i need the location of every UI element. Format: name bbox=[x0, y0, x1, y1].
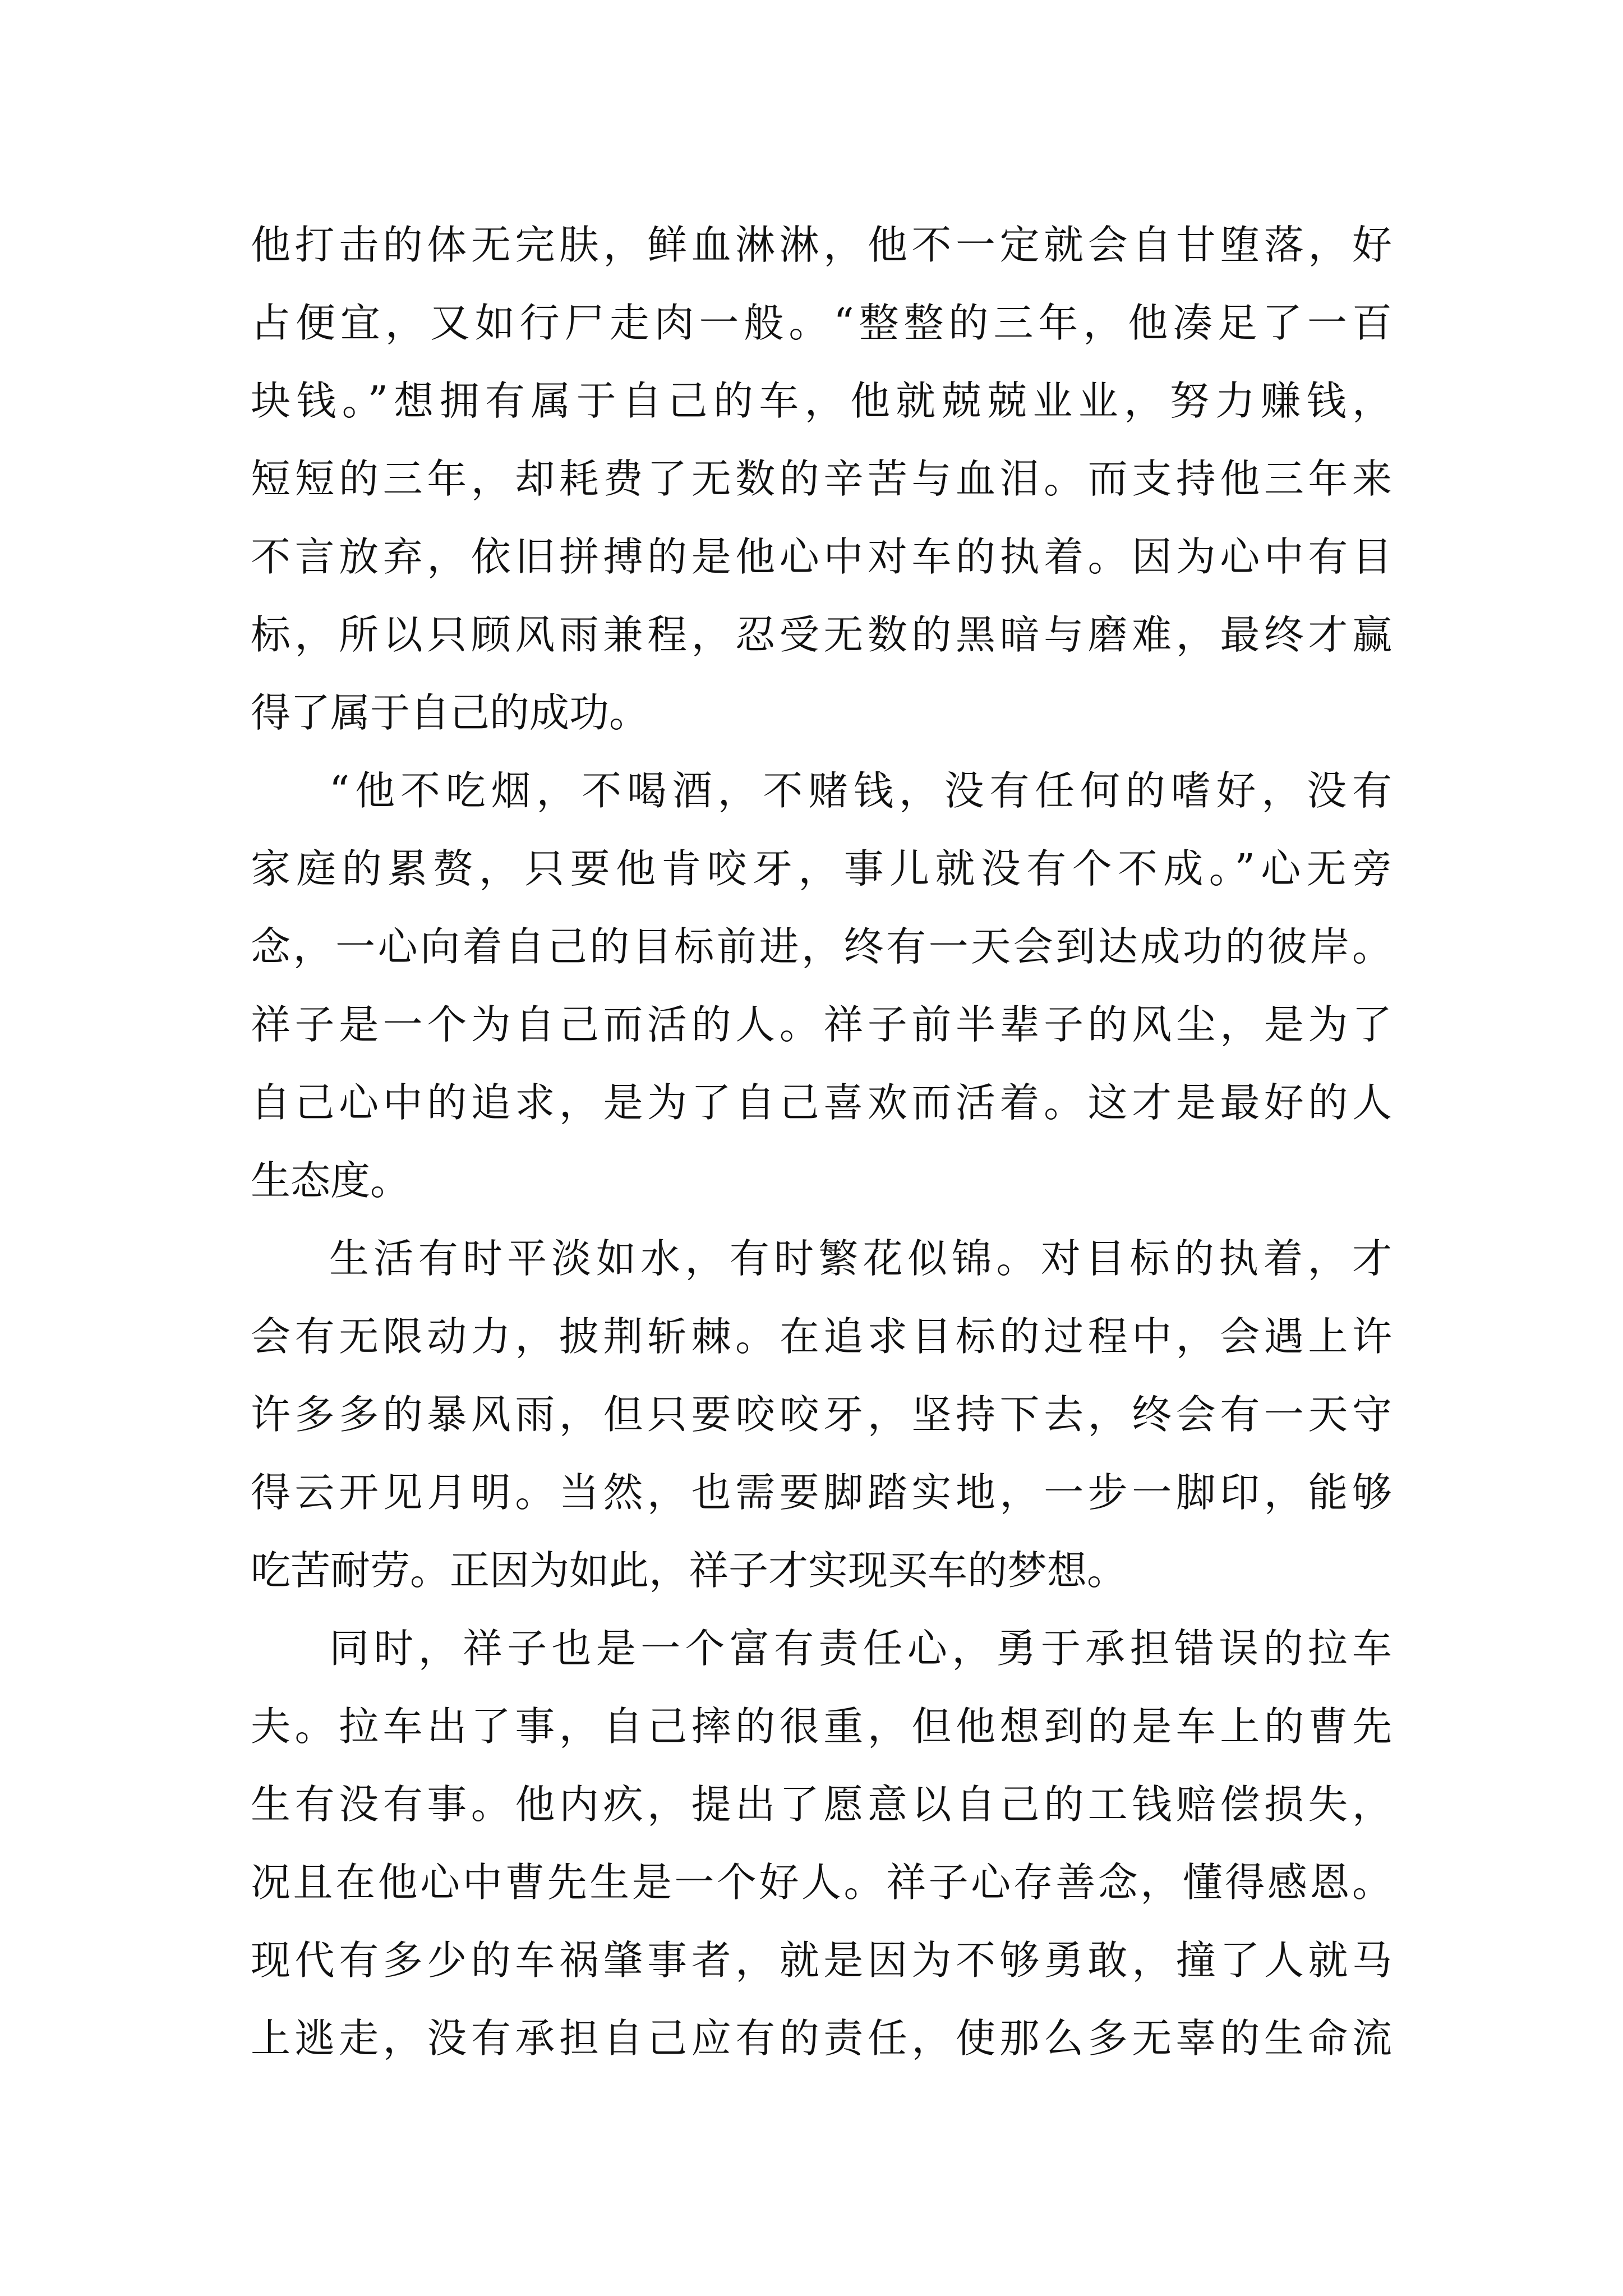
paragraph-line: 上逃走，没有承担自己应有的责任，使那么多无辜的生命流 bbox=[251, 2015, 1392, 2062]
paragraph-line: 自己心中的追求，是为了自己喜欢而活着。这才是最好的人 bbox=[251, 1079, 1392, 1126]
paragraph-line: 块钱。”想拥有属于自己的车，他就兢兢业业，努力赚钱， bbox=[251, 378, 1392, 424]
paragraph-line: 得云开见月明。当然，也需要脚踏实地，一步一脚印，能够 bbox=[251, 1469, 1392, 1516]
paragraph-line: 标，所以只顾风雨兼程，忍受无数的黑暗与磨难，最终才赢 bbox=[251, 611, 1392, 658]
paragraph-line: 况且在他心中曹先生是一个好人。祥子心存善念，懂得感恩。 bbox=[251, 1859, 1392, 1906]
paragraph-line: 同时，祥子也是一个富有责任心，勇于承担错误的拉车 bbox=[329, 1625, 1392, 1672]
paragraph-line: 家庭的累赘，只要他肯咬牙，事儿就没有个不成。”心无旁 bbox=[251, 845, 1392, 892]
paragraph-line: 祥子是一个为自己而活的人。祥子前半辈子的风尘，是为了 bbox=[251, 1001, 1392, 1048]
paragraph-line: 现代有多少的车祸肇事者，就是因为不够勇敢，撞了人就马 bbox=[251, 1937, 1392, 1984]
paragraph-line: 占便宜，又如行尸走肉一般。“整整的三年，他凑足了一百 bbox=[251, 300, 1392, 346]
paragraph-line: 吃苦耐劳。正因为如此，祥子才实现买车的梦想。 bbox=[251, 1547, 1127, 1594]
paragraph-line: 生态度。 bbox=[251, 1157, 411, 1204]
paragraph-line: 许多多的暴风雨，但只要咬咬牙，坚持下去，终会有一天守 bbox=[251, 1391, 1392, 1438]
paragraph-line: 短短的三年，却耗费了无数的辛苦与血泪。而支持他三年来 bbox=[251, 455, 1392, 502]
paragraph-line: “他不吃烟，不喝酒，不赌钱，没有任何的嗜好，没有 bbox=[329, 767, 1392, 814]
paragraph-line: 念，一心向着自己的目标前进，终有一天会到达成功的彼岸。 bbox=[251, 923, 1392, 970]
paragraph-line: 得了属于自己的成功。 bbox=[251, 689, 649, 736]
paragraph-line: 生活有时平淡如水，有时繁花似锦。对目标的执着，才 bbox=[329, 1235, 1392, 1282]
paragraph-line: 生有没有事。他内疚，提出了愿意以自己的工钱赔偿损失， bbox=[251, 1781, 1392, 1828]
paragraph-line: 不言放弃，依旧拼搏的是他心中对车的执着。因为心中有目 bbox=[251, 533, 1392, 580]
paragraph-line: 夫。拉车出了事，自己摔的很重，但他想到的是车上的曹先 bbox=[251, 1703, 1392, 1750]
paragraph-line: 会有无限动力，披荆斩棘。在追求目标的过程中，会遇上许 bbox=[251, 1313, 1392, 1360]
paragraph-line: 他打击的体无完肤，鲜血淋淋，他不一定就会自甘堕落，好 bbox=[251, 222, 1392, 268]
